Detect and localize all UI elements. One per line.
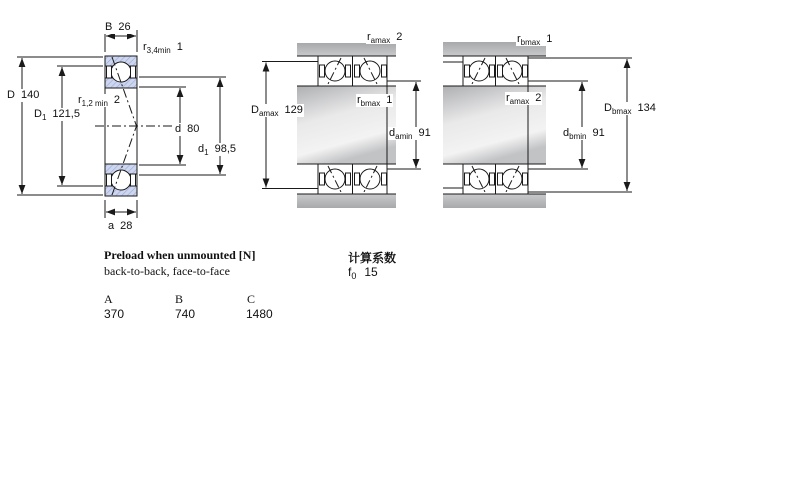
dim-value: 28 xyxy=(120,220,133,232)
dim-label-Dbmax xyxy=(603,102,657,115)
dim-label-dbmin xyxy=(562,127,606,140)
dim-label-D1 xyxy=(33,108,81,121)
preload-value-A: 370 xyxy=(104,307,125,321)
cage xyxy=(107,66,112,78)
bearing-pair-bottom xyxy=(463,164,528,194)
ball xyxy=(325,61,345,81)
dim-symbol: B xyxy=(105,21,113,33)
dim-label-damin xyxy=(388,127,432,140)
dim-label-a xyxy=(107,220,133,233)
dim-subscript: bmin xyxy=(569,132,587,141)
preload-title: Preload when unmounted [N] xyxy=(104,248,256,262)
dim-label-d1 xyxy=(197,143,237,156)
dim-label-d xyxy=(174,123,200,136)
preload-col-header-B: B xyxy=(175,292,184,306)
dim-subscript: 3,4min xyxy=(146,46,171,55)
cage xyxy=(107,174,112,186)
mounting-diagram-b xyxy=(443,42,546,208)
dim-symbol: D xyxy=(604,102,612,114)
ball xyxy=(502,61,522,81)
calc-factors-title: 计算系数 xyxy=(348,251,397,265)
ball xyxy=(469,61,489,81)
dim-label-B xyxy=(104,21,132,34)
preload-col-header-C: C xyxy=(247,292,256,306)
ball xyxy=(111,170,131,190)
dim-subscript: amax xyxy=(258,109,279,118)
dim-value: 2 xyxy=(535,92,542,104)
dim-symbol: D xyxy=(7,89,15,101)
mounting-diagram-a xyxy=(297,43,396,208)
dim-label-ramax-a xyxy=(366,31,403,44)
ball xyxy=(360,61,380,81)
ball xyxy=(469,169,489,189)
dim-value: 129 xyxy=(284,104,303,116)
calc-factor-f0 xyxy=(348,265,378,279)
bearing-pair-top xyxy=(318,56,387,86)
dim-symbol: r xyxy=(367,31,371,43)
dim-value: 140 xyxy=(20,89,40,101)
housing-block xyxy=(297,194,396,208)
cage xyxy=(131,66,136,78)
dim-value: 2 xyxy=(113,94,121,106)
dim-label-ramax-b xyxy=(505,92,542,105)
preload-subtitle: back-to-back, face-to-face xyxy=(104,264,230,278)
dim-label-rbmax-a xyxy=(356,94,393,107)
dim-subscript: bmax xyxy=(611,107,632,116)
dim-symbol: r xyxy=(78,94,82,106)
dim-value: 91 xyxy=(418,127,431,139)
factor-symbol: f xyxy=(348,265,352,279)
dim-value: 121,5 xyxy=(52,108,80,120)
preload-col-header-A: A xyxy=(104,292,113,306)
dim-label-r12min xyxy=(77,94,121,107)
dim-value: 1 xyxy=(176,41,183,53)
preload-value-C: 1480 xyxy=(246,307,273,321)
dim-value: 26 xyxy=(118,21,131,33)
dim-subscript: amax xyxy=(509,97,530,106)
dim-subscript: 1,2 min xyxy=(81,99,108,108)
dim-symbol: d xyxy=(175,123,182,135)
dim-label-Damax xyxy=(250,104,304,117)
dim-value: 98,5 xyxy=(214,143,236,155)
dim-subscript: bmax xyxy=(520,38,541,47)
dim-symbol: a xyxy=(108,220,115,232)
dim-label-r34min xyxy=(142,41,184,54)
dim-symbol: d xyxy=(389,127,396,139)
dim-symbol: r xyxy=(143,41,147,53)
dim-symbol: d xyxy=(198,143,205,155)
bearing-pair-bottom xyxy=(318,164,387,194)
dim-subscript: 1 xyxy=(41,113,47,122)
dim-symbol: D xyxy=(251,104,259,116)
dim-symbol: r xyxy=(357,94,361,106)
dim-value: 2 xyxy=(396,31,403,43)
dim-symbol: r xyxy=(517,33,521,45)
dim-symbol: r xyxy=(506,92,510,104)
dim-label-D xyxy=(6,89,40,102)
dim-label-rbmax-b xyxy=(516,33,553,46)
dim-subscript: amin xyxy=(395,132,413,141)
dim-symbol: d xyxy=(563,127,570,139)
dim-value: 134 xyxy=(637,102,656,114)
ball xyxy=(111,62,131,82)
cage xyxy=(131,174,136,186)
dim-subscript: amax xyxy=(370,36,391,45)
dim-value: 1 xyxy=(386,94,393,106)
dim-subscript: 1 xyxy=(204,148,209,157)
factor-value: 15 xyxy=(364,265,378,279)
dim-value: 91 xyxy=(592,127,605,139)
housing-block xyxy=(443,194,546,208)
dim-symbol: D xyxy=(34,108,42,120)
ball xyxy=(325,169,345,189)
bearing-pair-top xyxy=(463,56,528,86)
dim-value: 80 xyxy=(187,123,200,135)
factor-subscript: 0 xyxy=(351,271,357,281)
dim-value: 1 xyxy=(546,33,553,45)
ball xyxy=(360,169,380,189)
ball xyxy=(502,169,522,189)
preload-value-B: 740 xyxy=(175,307,196,321)
dim-subscript: bmax xyxy=(360,99,381,108)
